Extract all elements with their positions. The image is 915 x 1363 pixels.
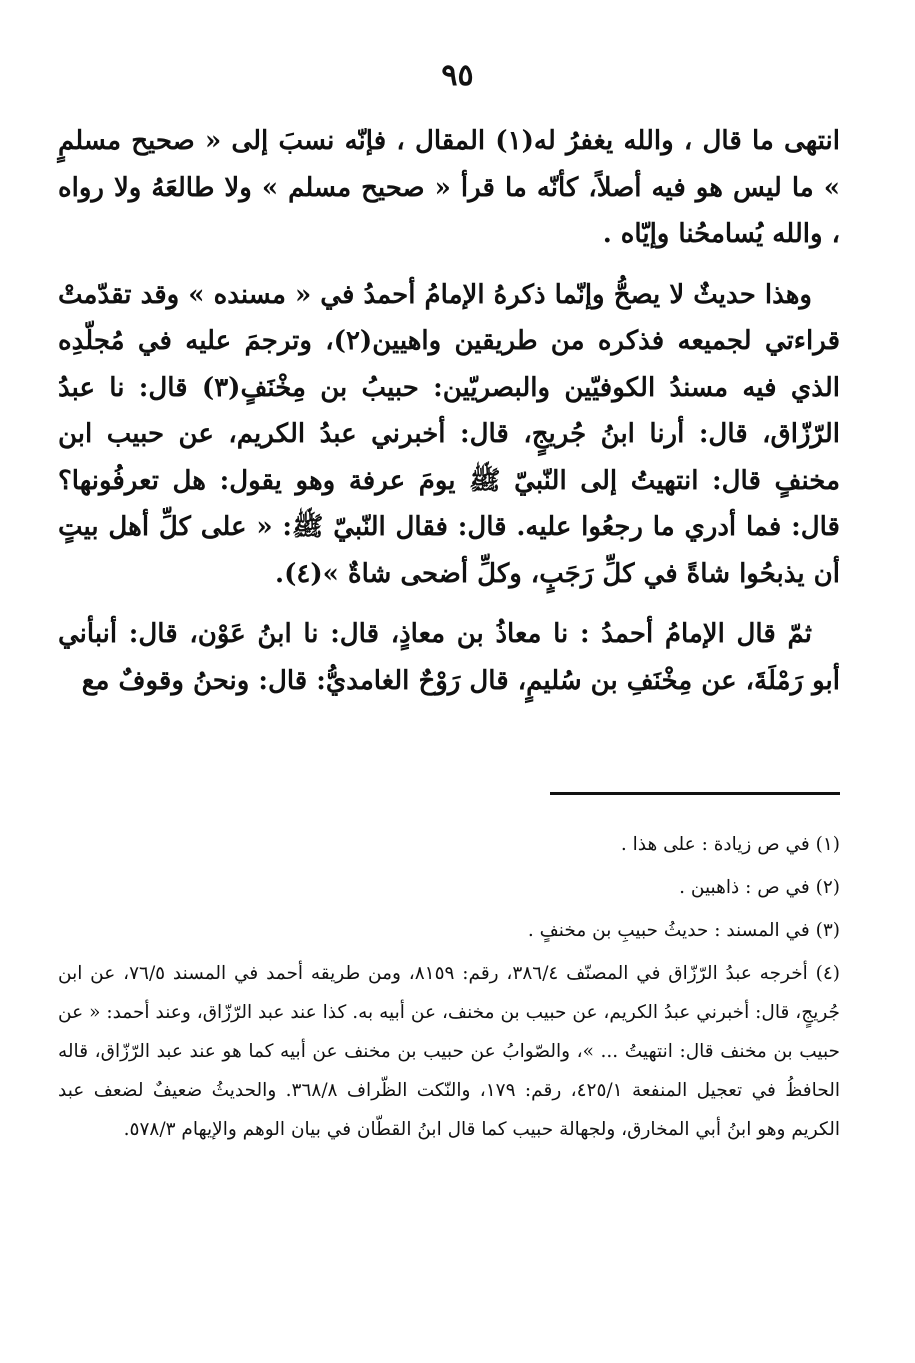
paragraph-1: انتهى ما قال ، والله يغفرُ له(١) المقال ، فإنّه نسبَ إلى « صحيح مسلمٍ » ما ليس هو فيه أصلاً، كأنّه ما قرأ « صحيح مسلم » ولا طالعَهُ ولا رواه ، والله يُسامحُنا وإيّاه . bbox=[58, 126, 840, 249]
paragraph-2: وهذا حديثٌ لا يصحُّ وإنّما ذكرهُ الإمامُ أحمدُ في « مسنده » وقد تقدّمتْ قراءتي لجميعه فذكره من طريقين واهيين(٢)، وترجمَ عليه في مُجلّدِه الذي فيه مسندُ الكوفيّين والبصريّين: حبيبُ بن مِخْنَفٍ(٣) قال: نا عبدُ الرّزّاق، قال: أرنا ابنُ جُريجٍ، قال: أخبرني عبدُ الكريم، عن حبيب ابن مخنفٍ قال: انتهيتُ إلى النّبيّ ﷺ يومَ عرفة وهو يقول: هل تعرفُونها؟ قال: فما أدري ما رجعُوا عليه. قال: فقال النّبيّ ﷺ: « على كلِّ أهل بيتٍ أن يذبحُوا شاةً في كلِّ رَجَبٍ، وكلِّ أضحى شاةٌ »(٤). bbox=[58, 279, 841, 589]
main-text bbox=[58, 118, 840, 718]
footnote-2: (٢) في ص : ذاهبين . bbox=[679, 877, 840, 898]
page-number: ٩٥ bbox=[441, 58, 474, 93]
footnotes bbox=[58, 825, 840, 1153]
footnote-separator bbox=[550, 792, 840, 795]
footnote-3: (٣) في المسند : حديثُ حبيبِ بن مخنفٍ . bbox=[527, 920, 840, 941]
footnote-1: (١) في ص زيادة : على هذا . bbox=[620, 834, 840, 855]
paragraph-3: ثمّ قال الإمامُ أحمدُ : نا معاذُ بن معاذٍ، قال: نا ابنُ عَوْن، قال: أنبأني أبو رَمْلَةَ، عن مِخْنَفِ بن سُليمٍ، قال رَوْحٌ الغامديُّ: قال: ونحنُ وقوفٌ مع bbox=[58, 619, 840, 696]
footnote-4: (٤) أخرجه عبدُ الرّزّاق في المصنّف ٣٨٦/٤، رقم: ٨١٥٩، ومن طريقه أحمد في المسند ٧٦/٥، عن ابن جُريجٍ، قال: أخبرني عبدُ الكريم، عن حبيب بن مخنف، عن أبيه به. كذا عند عبد الرّزّاق، وعند أحمد: « عن حبيب بن مخنف قال: انتهيتُ ... »، والصّوابُ عن حبيب بن مخنف عن أبيه كما هو عند عبد الرّزّاق، قاله الحافظُ في تعجيل المنفعة ٤٢٥/١، رقم: ١٧٩، والنّكت الظّراف ٣٦٨/٨. والحديثُ ضعيفٌ لضعف عبد الكريم وهو ابنُ أبي المخارق، ولجهالة حبيب كما قال ابنُ القطّان في بيان الوهم والإيهام ٥٧٨/٣. bbox=[58, 963, 840, 1140]
